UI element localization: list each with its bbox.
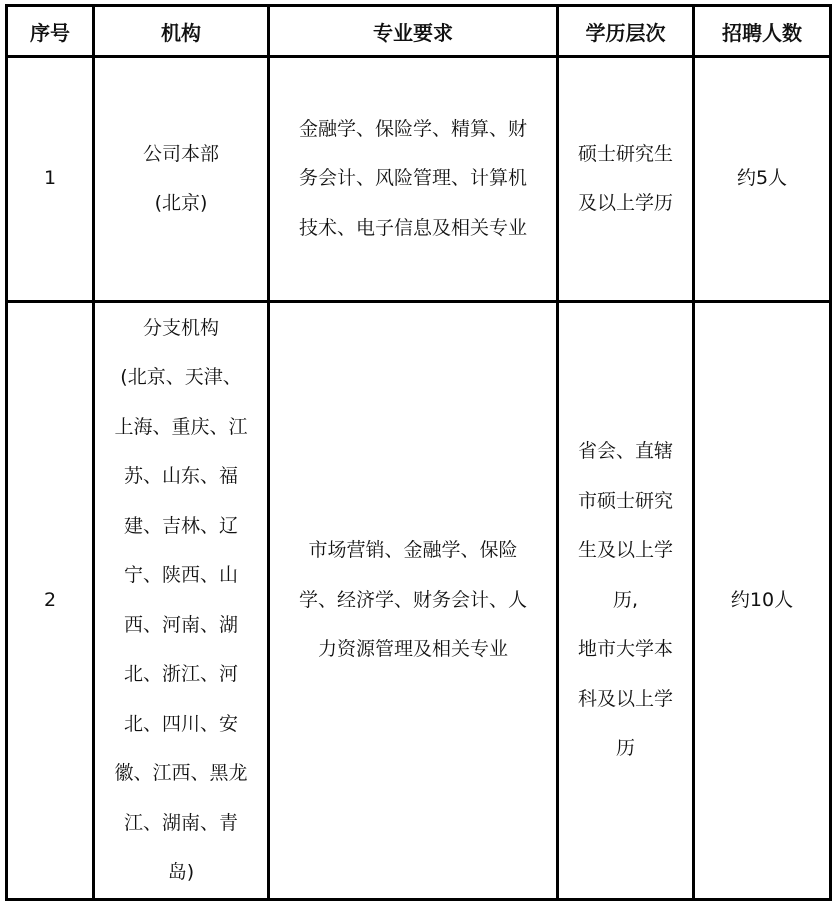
header-major-requirements: 专业要求 [269, 6, 558, 57]
org-line: 建、吉林、辽 [123, 514, 238, 537]
cell-organization [94, 302, 269, 900]
org-line: 苏、山东、福 [123, 465, 238, 487]
edu-line: 历 [615, 737, 635, 760]
cell-hiring-count: 约10人 [694, 302, 831, 900]
header-organization: 机构 [94, 6, 269, 57]
header-education-level: 学历层次 [558, 6, 694, 57]
major-line: 学、经济学、财务会计、人 [298, 588, 527, 611]
org-line: 分支机构 [142, 316, 219, 339]
org-line: 北、四川、安 [123, 712, 238, 735]
edu-line: 市硕士研究 [577, 489, 673, 512]
major-line: 市场营销、金融学、保险 [308, 539, 518, 562]
org-line: 徽、江西、黑龙 [114, 762, 248, 784]
recruitment-table [5, 4, 832, 901]
cell-index: 2 [7, 302, 94, 900]
major-line: 力资源管理及相关专业 [317, 638, 508, 661]
major-line: 技术、电子信息及相关专业 [298, 216, 527, 239]
header-row [7, 6, 831, 57]
org-line: (北京) [154, 192, 208, 214]
cell-index: 1 [7, 57, 94, 302]
org-line: 岛) [167, 861, 195, 883]
org-line: 公司本部 [142, 142, 219, 165]
org-line: 北、浙江、河 [123, 663, 238, 685]
org-line: 江、湖南、青 [123, 811, 238, 834]
org-line: 上海、重庆、江 [114, 415, 248, 438]
table-row [7, 57, 831, 302]
edu-line: 科及以上学 [577, 687, 673, 710]
header-index: 序号 [7, 6, 94, 57]
edu-line: 生及以上学 [577, 539, 673, 562]
major-line: 务会计、风险管理、计算机 [298, 167, 527, 190]
edu-line: 历, [612, 588, 639, 611]
major-line: 金融学、保险学、精算、财 [298, 117, 527, 140]
org-line: 西、河南、湖 [123, 613, 238, 636]
edu-line: 硕士研究生 [577, 142, 673, 165]
cell-education-level [558, 57, 694, 302]
cell-organization [94, 57, 269, 302]
edu-line: 及以上学历 [577, 192, 673, 214]
edu-line: 省会、直辖 [577, 440, 673, 463]
edu-line: 地市大学本 [577, 638, 673, 661]
org-line: (北京、天津、 [120, 366, 242, 388]
cell-major-requirements [269, 57, 558, 302]
cell-education-level [558, 302, 694, 900]
cell-major-requirements [269, 302, 558, 900]
table-row [7, 302, 831, 900]
org-line: 宁、陕西、山 [123, 564, 238, 586]
header-hiring-count: 招聘人数 [694, 6, 831, 57]
cell-hiring-count: 约5人 [694, 57, 831, 302]
